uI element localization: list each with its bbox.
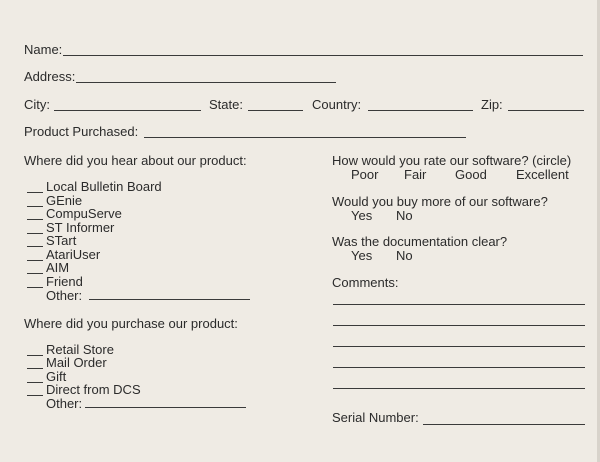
hear-other-label: Other: — [46, 288, 83, 303]
state-field[interactable] — [248, 110, 303, 111]
comments-line-5[interactable] — [333, 388, 585, 389]
hear-option-genie: GEnie — [46, 193, 83, 208]
hear-checkbox-st-informer[interactable] — [27, 233, 43, 234]
state-label: State: — [209, 97, 243, 112]
documentation-question: Was the documentation clear? — [332, 234, 508, 249]
comments-label: Comments: — [332, 275, 399, 290]
hear-checkbox-genie[interactable] — [27, 206, 43, 207]
hear-option-st-informer: ST Informer — [46, 220, 115, 235]
name-field[interactable] — [63, 55, 583, 56]
rating-question: How would you rate our software? (circle) — [332, 153, 572, 168]
zip-field[interactable] — [508, 110, 584, 111]
hear-option-friend: Friend — [46, 274, 83, 289]
documentation-option-yes[interactable]: Yes — [351, 248, 373, 263]
purchase-checkbox-direct-from-dcs[interactable] — [27, 395, 43, 396]
purchase-checkbox-gift[interactable] — [27, 382, 43, 383]
buy-more-option-yes[interactable]: Yes — [351, 208, 373, 223]
purchase-other-field[interactable] — [85, 407, 246, 408]
hear-other-field[interactable] — [89, 299, 250, 300]
hear-question: Where did you hear about our product: — [24, 153, 247, 168]
purchase-option-mail-order: Mail Order — [46, 355, 107, 370]
comments-line-1[interactable] — [333, 304, 585, 305]
name-label: Name: — [24, 42, 63, 57]
hear-checkbox-atariuser[interactable] — [27, 260, 43, 261]
purchase-other-label: Other: — [46, 396, 83, 411]
comments-line-4[interactable] — [333, 367, 585, 368]
purchase-option-gift: Gift — [46, 369, 67, 384]
rating-option-excellent[interactable]: Excellent — [516, 167, 569, 182]
hear-checkbox-local-bulletin-board[interactable] — [27, 192, 43, 193]
purchase-option-retail-store: Retail Store — [46, 342, 114, 357]
city-label: City: — [24, 97, 50, 112]
purchase-option-direct-from-dcs: Direct from DCS — [46, 382, 141, 397]
zip-label: Zip: — [481, 97, 503, 112]
country-field[interactable] — [368, 110, 473, 111]
hear-checkbox-start[interactable] — [27, 246, 43, 247]
address-label: Address: — [24, 69, 76, 84]
city-field[interactable] — [54, 110, 201, 111]
hear-checkbox-aim[interactable] — [27, 273, 43, 274]
product-field[interactable] — [144, 137, 466, 138]
comments-line-2[interactable] — [333, 325, 585, 326]
address-field[interactable] — [76, 82, 336, 83]
purchase-question: Where did you purchase our product: — [24, 316, 238, 331]
purchase-checkbox-mail-order[interactable] — [27, 368, 43, 369]
rating-option-poor[interactable]: Poor — [351, 167, 379, 182]
documentation-option-no[interactable]: No — [396, 248, 413, 263]
country-label: Country: — [312, 97, 362, 112]
comments-line-3[interactable] — [333, 346, 585, 347]
rating-option-good[interactable]: Good — [455, 167, 487, 182]
hear-option-local-bulletin-board: Local Bulletin Board — [46, 179, 162, 194]
product-label: Product Purchased: — [24, 124, 139, 139]
serial-number-field[interactable] — [423, 424, 585, 425]
serial-number-label: Serial Number: — [332, 410, 419, 425]
hear-option-start: STart — [46, 233, 77, 248]
hear-option-compuserve: CompuServe — [46, 206, 122, 221]
hear-checkbox-compuserve[interactable] — [27, 219, 43, 220]
hear-option-aim: AIM — [46, 260, 70, 275]
hear-checkbox-friend[interactable] — [27, 287, 43, 288]
rating-option-fair[interactable]: Fair — [404, 167, 427, 182]
hear-option-atariuser: AtariUser — [46, 247, 101, 262]
purchase-checkbox-retail-store[interactable] — [27, 355, 43, 356]
buy-more-option-no[interactable]: No — [396, 208, 413, 223]
buy-more-question: Would you buy more of our software? — [332, 194, 548, 209]
